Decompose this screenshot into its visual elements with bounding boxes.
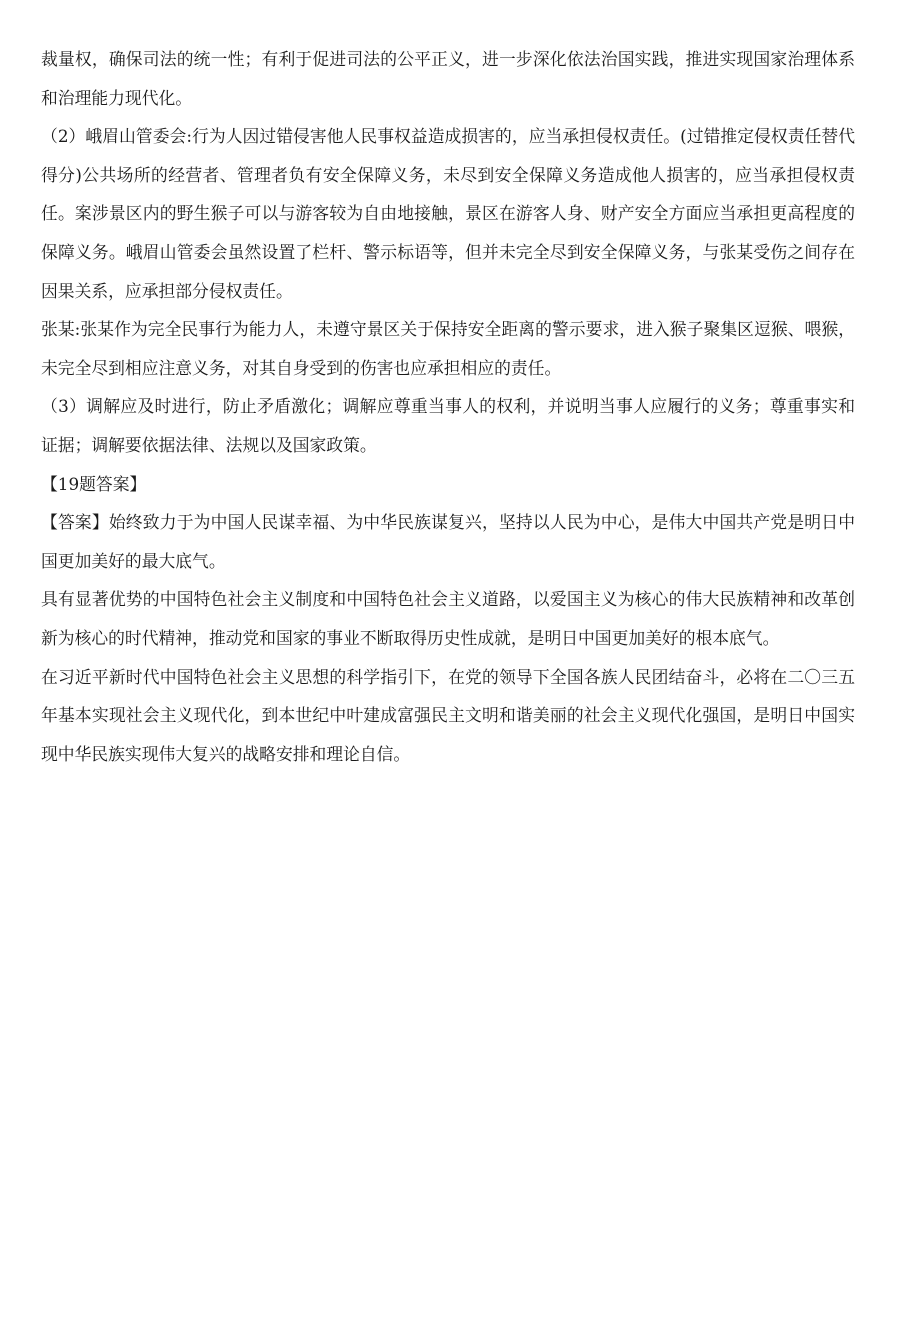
paragraph-q19-answer-2: 具有显著优势的中国特色社会主义制度和中国特色社会主义道路，以爱国主义为核心的伟大民族精神和改革创新为核心的时代精神，推动党和国家的事业不断取得历史性成就，是明日中国更加美好的根本底气。 [41, 589, 855, 648]
paragraph-q18-part2-zhang: 张某:张某作为完全民事行为能力人，未遵守景区关于保持安全距离的警示要求，进入猴子聚集区逗猴、喂猴，未完全尽到相应注意义务，对其自身受到的伤害也应承担相应的责任。 [41, 319, 855, 378]
paragraph-q18-part3: （3）调解应及时进行，防止矛盾激化；调解应尊重当事人的权利，并说明当事人应履行的义务；尊重事实和证据；调解要依据法律、法规以及国家政策。 [41, 396, 855, 455]
question-19-heading: 【19题答案】 [41, 473, 147, 494]
paragraph-q18-part1-end: 裁量权，确保司法的统一性；有利于促进司法的公平正义，进一步深化依法治国实践，推进实现国家治理体系和治理能力现代化。 [41, 49, 855, 108]
paragraph-q19-answer-1: 【答案】始终致力于为中国人民谋幸福、为中华民族谋复兴，坚持以人民为中心，是伟大中国共产党是明日中国更加美好的最大底气。 [41, 512, 855, 571]
paragraph-q19-answer-3: 在习近平新时代中国特色社会主义思想的科学指引下，在党的领导下全国各族人民团结奋斗，必将在二〇三五年基本实现社会主义现代化，到本世纪中叶建成富强民主文明和谐美丽的社会主义现代化强国，是明日中国实现中华民族实现伟大复兴的战略安排和理论自信。 [41, 666, 855, 764]
answer-text [41, 40, 855, 773]
paragraph-q18-part2: （2）峨眉山管委会:行为人因过错侵害他人民事权益造成损害的，应当承担侵权责任。(过错推定侵权责任替代得分)公共场所的经营者、管理者负有安全保障义务，未尽到安全保障义务造成他人损害的，应当承担侵权责任。案涉景区内的野生猴子可以与游客较为自由地接触，景区在游客人身、财产安全方面应当承担更高程度的保障义务。峨眉山管委会虽然设置了栏杆、警示标语等，但并未完全尽到安全保障义务，与张某受伤之间存在因果关系，应承担部分侵权责任。 [41, 126, 855, 301]
